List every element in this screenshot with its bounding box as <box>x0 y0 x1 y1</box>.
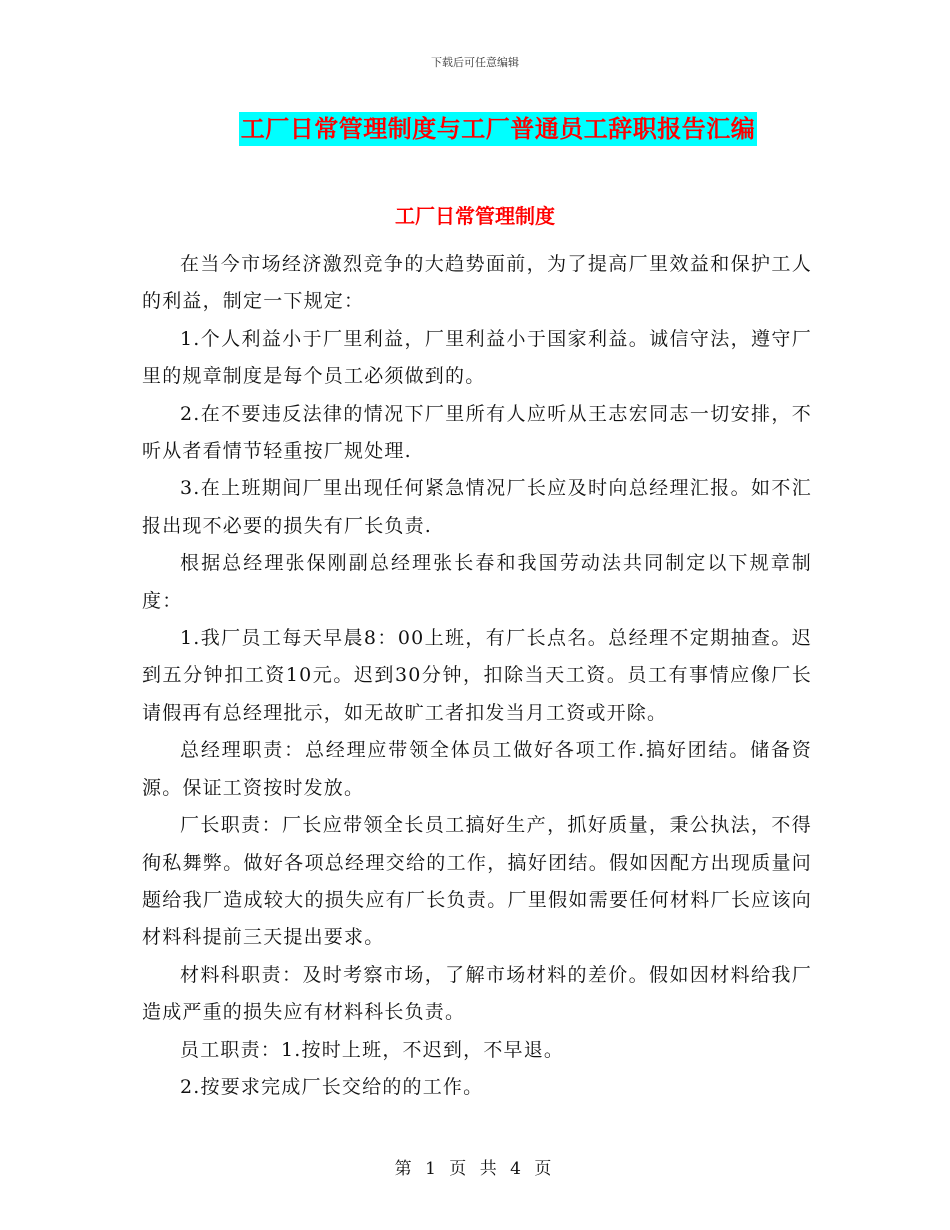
section-title: 工厂日常管理制度 <box>395 204 555 228</box>
body-text <box>142 246 812 1106</box>
paragraph: 1.个人利益小于厂里利益，厂里利益小于国家利益。诚信守法，遵守厂里的规章制度是每个员工必须做到的。 <box>142 327 812 388</box>
header-note: 下载后可任意编辑 <box>431 56 519 69</box>
paragraph: 2.在不要违反法律的情况下厂里所有人应听从王志宏同志一切安排，不听从者看情节轻重按厂规处理. <box>142 402 812 463</box>
main-title-wrap <box>0 112 950 146</box>
paragraph: 材料科职责：及时考察市场，了解市场材料的差价。假如因材料给我厂造成严重的损失应有材料科长负责。 <box>142 963 812 1024</box>
main-title: 工厂日常管理制度与工厂普通员工辞职报告汇编 <box>239 112 758 146</box>
page-footer: 第 1 页 共 4 页 <box>394 1159 556 1179</box>
paragraph: 1.我厂员工每天早晨8：00上班，有厂长点名。总经理不定期抽查。迟到五分钟扣工资10元。迟到30分钟，扣除当天工资。员工有事情应像厂长请假再有总经理批示，如无故旷工者扣发当月工资或开除。 <box>142 627 812 724</box>
paragraph: 厂长职责：厂长应带领全长员工搞好生产，抓好质量，秉公执法，不得徇私舞弊。做好各项总经理交给的工作，搞好团结。假如因配方出现质量问题给我厂造成较大的损失应有厂长负责。厂里假如需要任何材料厂长应该向材料科提前三天提出要求。 <box>142 814 812 949</box>
paragraph: 根据总经理张保刚副总经理张长春和我国劳动法共同制定以下规章制度： <box>142 552 812 612</box>
paragraph: 员工职责：1.按时上班，不迟到，不早退。 <box>180 1038 565 1061</box>
paragraph: 2.按要求完成厂长交给的的工作。 <box>180 1075 484 1098</box>
paragraph: 总经理职责：总经理应带领全体员工做好各项工作.搞好团结。储备资源。保证工资按时发放。 <box>142 739 812 799</box>
paragraph: 在当今市场经济激烈竞争的大趋势面前，为了提高厂里效益和保护工人的利益，制定一下规定： <box>142 253 812 313</box>
paragraph: 3.在上班期间厂里出现任何紧急情况厂长应及时向总经理汇报。如不汇报出现不必要的损失有厂长负责. <box>142 477 812 537</box>
